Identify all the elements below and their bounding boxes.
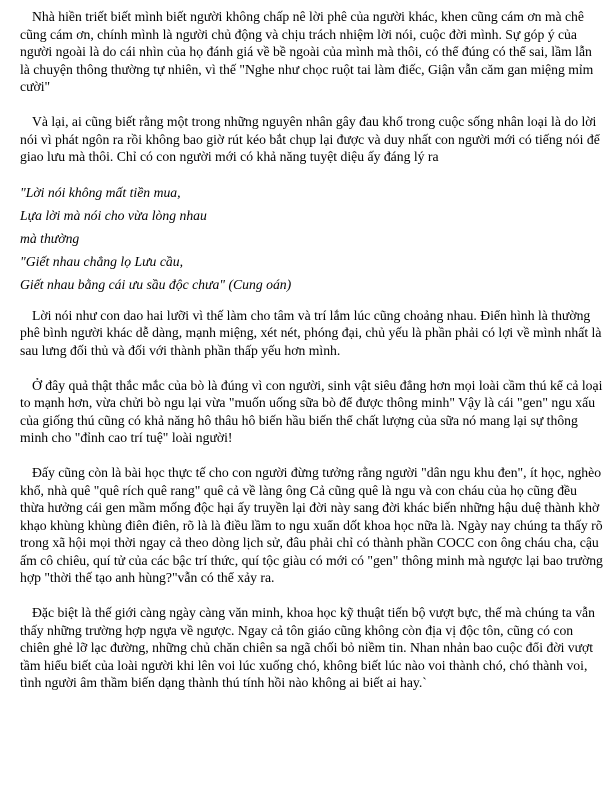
paragraph-4: Ở đây quả thật thắc mắc của bò là đúng vì con người, sinh vật siêu đẳng hơn mọi loài cầm thú kể cả loại to mạnh hơn, vừa chửi bò ngu lại vừa "muốn uống sữa bò để được thông minh" Vậy là cái "gen" ngu xấu của giống thú cũng có khả năng hô thâu hô biến hầu biến thể chất lượng của sữa nó mang lại sự thông minh cho "đỉnh cao trí tuệ" loài người! [20,377,603,446]
paragraph-2: Và lại, ai cũng biết rằng một trong những nguyên nhân gây đau khổ trong cuộc sống nhân loại là do lời nói vì phát ngôn ra rồi không bao giờ rút kéo bắt chụp lại được và duy nhất con người mới có tiếng nói để giao lưu mà thôi. Chỉ có con người mới có khả năng tuyệt diệu ấy đáng lý ra [20,113,600,165]
paragraph-1: Nhà hiền triết biết mình biết người không chấp nê lời phê của người khác, khen cũng cám ơn mà chê cũng cám ơn, chính mình là người chủ động và chịu trách nhiệm lời nói, cuộc đời mình. Sự góp ý của người ngoài là do cái nhìn của họ đánh giá về bề ngoài của mình mà thôi, có thể đúng có thể sai, lầm lẫn là chuyện thông thường tự nhiên, vì thế "Nghe như chọc ruột tai làm điếc, Giận vẫn căm gan miệng mỉm cười" [20,9,594,95]
paragraph-3: Lời nói như con dao hai lưỡi vì thế làm cho tâm và trí lắm lúc cũng choảng nhau. Điển hình là thường phê bình người khác dễ dàng, mạnh miệng, xét nét, phóng đại, chủ yếu là phần phải có lợi về mình nhất là sau lưng đối thủ và đối với thành phần thấp yếu hơn mình. [20,307,602,358]
paragraph-5: Đấy cũng còn là bài học thực tế cho con người đừng tưởng rằng người "dân ngu khu đen", ít học, nghèo khổ, nhà quê "quê rích quê rang" quê cả về làng ông Cả cũng quê là ngu và con cháu của họ cũng đều thừa hưởng cái gen mầm mống độc hại ấy truyền lại đời này sang đời khác biến những hậu duệ thành khờ khạo khùng khùng điên điên, rõ là là điều lầm to ngu xuẩn dốt khoa học nữa là. Ngày nay chúng ta thấy rõ trong xã hội mọi thời ngay cả theo dòng lịch sử, đâu phải chỉ có thành phần COCC con ông cháu cha, cậu ấm cô chiêu, quí tử của các bậc trí thức, quí tộc giàu có mới có "gen" thông minh mà ngược lại bao trường hợp "thời thế tạo anh hùng?"vẫn có thể xảy ra. [20,464,603,586]
poem-line: Giết nhau bằng cái ưu sầu độc chưa" (Cung oán) [20,276,292,292]
paragraph-6: Đặc biệt là thế giới càng ngày càng văn minh, khoa học kỹ thuật tiến bộ vượt bực, thế mà chúng ta vẫn thấy những trường hợp ngựa về ngược. Ngay cả tôn giáo cũng không còn địa vị độc tôn, cũng có con chiên ghẻ lỡ lạc đường, những chủ chăn chiên sa ngã chối bỏ niềm tin. Nhan nhản bao cuộc đổi đời vượt tầm hiểu biết của loài người khi lên voi lúc xuống chó, không biết lúc nào voi thành chó, chó thành voi, tình người âm thầm biến dạng thành thú tính hồi nào không ai biết ai hay.` [20,605,595,691]
poem-line: "Lời nói không mất tiền mua, [20,184,181,200]
poem-line: Lựa lời mà nói cho vừa lòng nhau [20,207,207,223]
poem-line: "Giết nhau chẳng lọ Lưu cầu, [20,253,184,269]
poem-line: mà thường [20,230,80,246]
poem-quote [20,182,604,295]
